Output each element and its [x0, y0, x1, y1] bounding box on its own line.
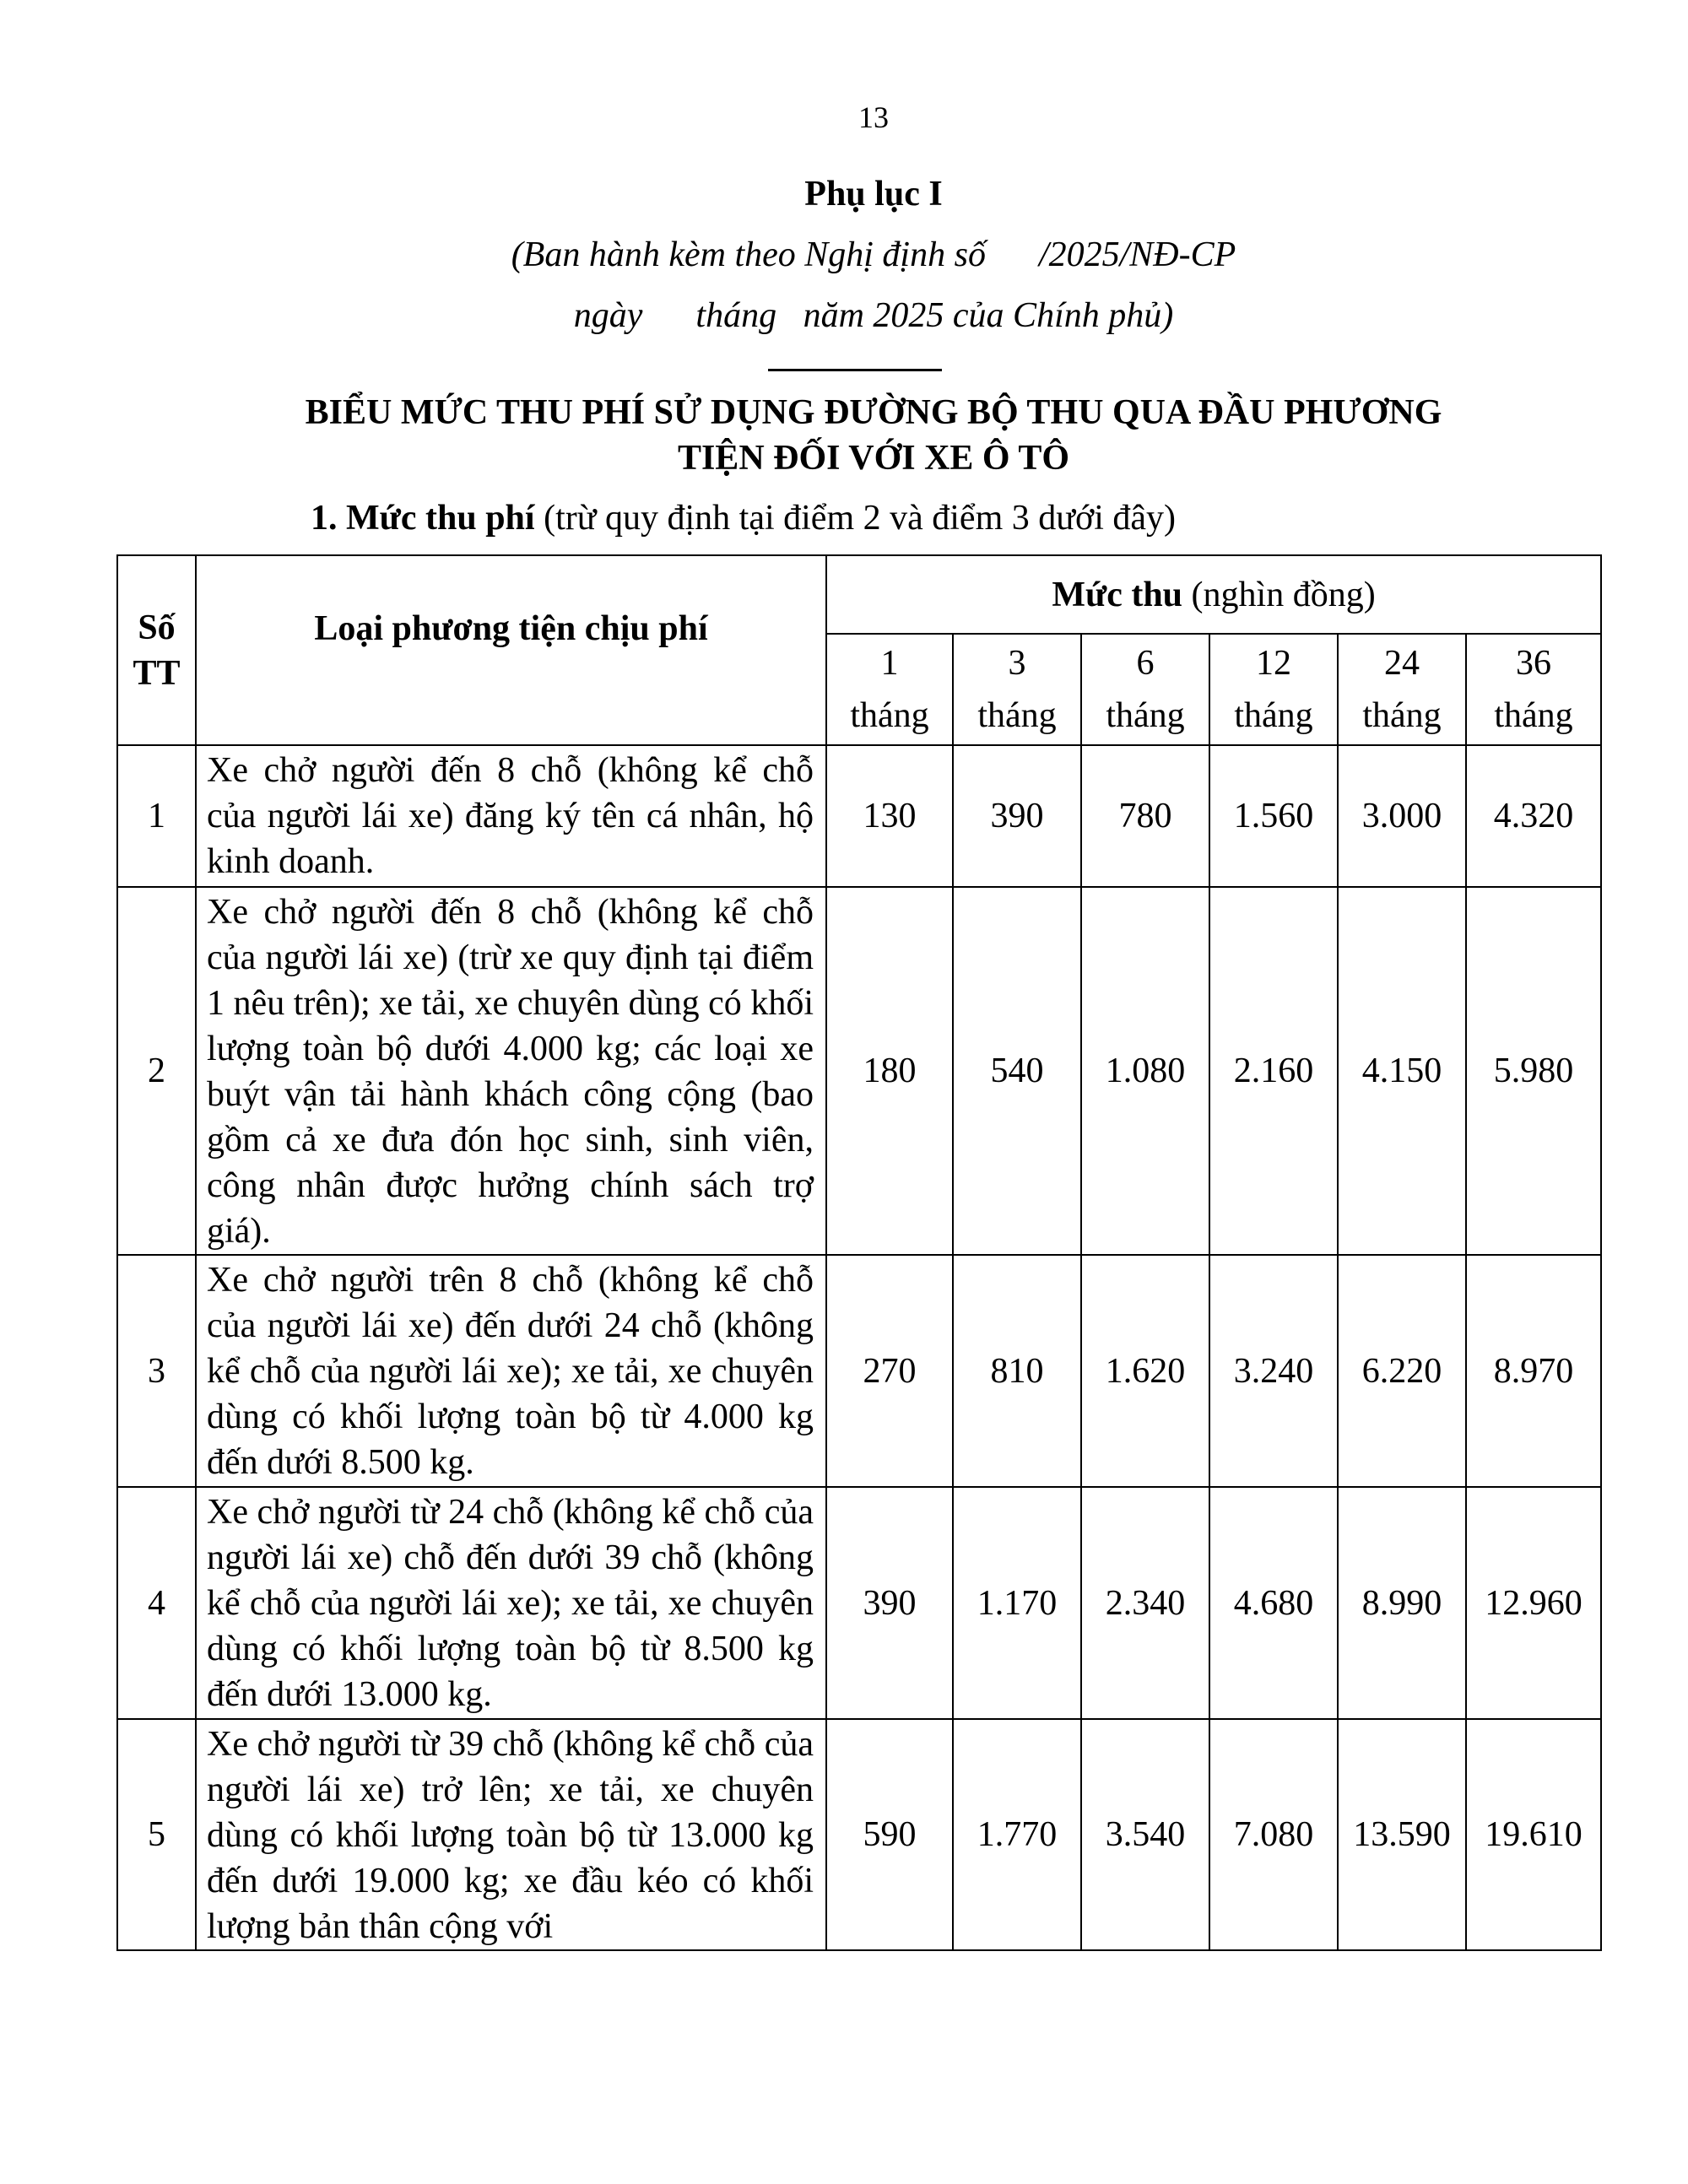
row-number: 4 — [117, 1487, 196, 1719]
period-header — [1466, 634, 1601, 745]
fee-value-36-months: 5.980 — [1466, 887, 1601, 1255]
fee-value-12-months: 2.160 — [1209, 887, 1338, 1255]
period-number: 1 — [880, 644, 899, 683]
stt-header-line1: Số — [138, 608, 176, 647]
section-heading-bold: 1. Mức thu phí — [311, 499, 535, 538]
table-row — [117, 1255, 1601, 1487]
fee-value-6-months: 2.340 — [1081, 1487, 1209, 1719]
fee-value-3-months: 1.770 — [953, 1719, 1081, 1950]
fee-value-24-months: 8.990 — [1338, 1487, 1466, 1719]
document-title — [0, 390, 1688, 481]
fee-value-3-months: 810 — [953, 1255, 1081, 1487]
document-title-line2: TIỆN ĐỐI VỚI XE Ô TÔ — [677, 439, 1070, 478]
period-unit: tháng — [850, 696, 929, 735]
vehicle-description: Xe chở người từ 39 chỗ (không kể chỗ của người lái xe) trở lên; xe tải, xe chuyên dùng có khối lượng toàn bộ từ 13.000 kg đến dưới 19.000 kg; xe đầu kéo có khối lượng bản thân cộng với — [196, 1719, 826, 1950]
fee-value-6-months: 1.080 — [1081, 887, 1209, 1255]
vehicle-description: Xe chở người từ 24 chỗ (không kể chỗ của người lái xe) chỗ đến dưới 39 chỗ (không kể chỗ của người lái xe); xe tải, xe chuyên dùng có khối lượng toàn bộ từ 8.500 kg đến dưới 13.000 kg. — [196, 1487, 826, 1719]
fee-value-1-month: 180 — [826, 887, 953, 1255]
fee-value-6-months: 1.620 — [1081, 1255, 1209, 1487]
period-number: 6 — [1136, 644, 1155, 683]
fee-value-1-month: 590 — [826, 1719, 953, 1950]
rate-header-unit: (nghìn đồng) — [1182, 575, 1376, 614]
table-row — [117, 745, 1601, 887]
period-header — [826, 634, 953, 745]
period-number: 24 — [1384, 644, 1420, 683]
stt-header — [117, 555, 196, 745]
page-number: 13 — [858, 100, 889, 134]
fee-value-1-month: 130 — [826, 745, 953, 887]
period-unit: tháng — [977, 696, 1057, 735]
fee-value-36-months: 8.970 — [1466, 1255, 1601, 1487]
period-unit: tháng — [1362, 696, 1442, 735]
period-unit: tháng — [1106, 696, 1185, 735]
vehicle-description: Xe chở người đến 8 chỗ (không kể chỗ của người lái xe) (trừ xe quy định tại điểm 1 nêu trên); xe tải, xe chuyên dùng có khối lượng toàn bộ dưới 4.000 kg; các loại xe buýt vận tải hành khách công cộng (bao gồm cả xe đưa đón học sinh, sinh viên, công nhân được hưởng chính sách trợ giá). — [196, 887, 826, 1255]
period-number: 3 — [1008, 644, 1026, 683]
rate-header-label: Mức thu — [1052, 575, 1183, 614]
fee-value-12-months: 7.080 — [1209, 1719, 1338, 1950]
fee-value-24-months: 6.220 — [1338, 1255, 1466, 1487]
fee-value-12-months: 3.240 — [1209, 1255, 1338, 1487]
fee-value-3-months: 390 — [953, 745, 1081, 887]
period-unit: tháng — [1494, 696, 1573, 735]
fee-value-36-months: 19.610 — [1466, 1719, 1601, 1950]
section-heading-rest: (trừ quy định tại điểm 2 và điểm 3 dưới đây) — [534, 499, 1177, 538]
period-header — [1081, 634, 1209, 745]
fee-value-12-months: 1.560 — [1209, 745, 1338, 887]
table-row — [117, 1719, 1601, 1950]
fee-value-1-month: 390 — [826, 1487, 953, 1719]
period-number: 12 — [1256, 644, 1291, 683]
appendix-title: Phụ lục I — [804, 175, 943, 214]
period-unit: tháng — [1234, 696, 1313, 735]
table-row — [117, 1487, 1601, 1719]
row-number: 2 — [117, 887, 196, 1255]
appendix-subtitle-line2: ngày tháng năm 2025 của Chính phủ) — [573, 296, 1174, 335]
period-header — [1338, 634, 1466, 745]
table-row — [117, 887, 1601, 1255]
row-number: 5 — [117, 1719, 196, 1950]
fee-table-header — [117, 555, 1601, 745]
fee-value-3-months: 1.170 — [953, 1487, 1081, 1719]
title-divider — [768, 369, 942, 371]
fee-value-1-month: 270 — [826, 1255, 953, 1487]
vehicle-description: Xe chở người đến 8 chỗ (không kể chỗ của người lái xe) đăng ký tên cá nhân, hộ kinh doanh. — [196, 745, 826, 887]
fee-value-6-months: 780 — [1081, 745, 1209, 887]
period-number: 36 — [1516, 644, 1552, 683]
fee-value-36-months: 12.960 — [1466, 1487, 1601, 1719]
fee-value-24-months: 13.590 — [1338, 1719, 1466, 1950]
fee-table-body — [117, 745, 1601, 1950]
fee-value-24-months: 3.000 — [1338, 745, 1466, 887]
fee-value-6-months: 3.540 — [1081, 1719, 1209, 1950]
vehicle-description: Xe chở người trên 8 chỗ (không kể chỗ của người lái xe) đến dưới 24 chỗ (không kể chỗ của người lái xe); xe tải, xe chuyên dùng có khối lượng toàn bộ từ 4.000 kg đến dưới 8.500 kg. — [196, 1255, 826, 1487]
fee-value-12-months: 4.680 — [1209, 1487, 1338, 1719]
document-title-line1: BIỂU MỨC THU PHÍ SỬ DỤNG ĐƯỜNG BỘ THU QUA ĐẦU PHƯƠNG — [305, 393, 1442, 432]
period-header — [953, 634, 1081, 745]
fee-value-36-months: 4.320 — [1466, 745, 1601, 887]
vehicle-type-header: Loại phương tiện chịu phí — [196, 555, 826, 745]
appendix-subtitle-line1: (Ban hành kèm theo Nghị định số /2025/NĐ-CP — [511, 235, 1236, 274]
fee-value-3-months: 540 — [953, 887, 1081, 1255]
section-heading — [311, 498, 1176, 538]
fee-value-24-months: 4.150 — [1338, 887, 1466, 1255]
stt-header-line2: TT — [133, 653, 181, 693]
row-number: 3 — [117, 1255, 196, 1487]
fee-table — [116, 554, 1602, 1951]
rate-header — [826, 555, 1601, 634]
row-number: 1 — [117, 745, 196, 887]
period-header — [1209, 634, 1338, 745]
